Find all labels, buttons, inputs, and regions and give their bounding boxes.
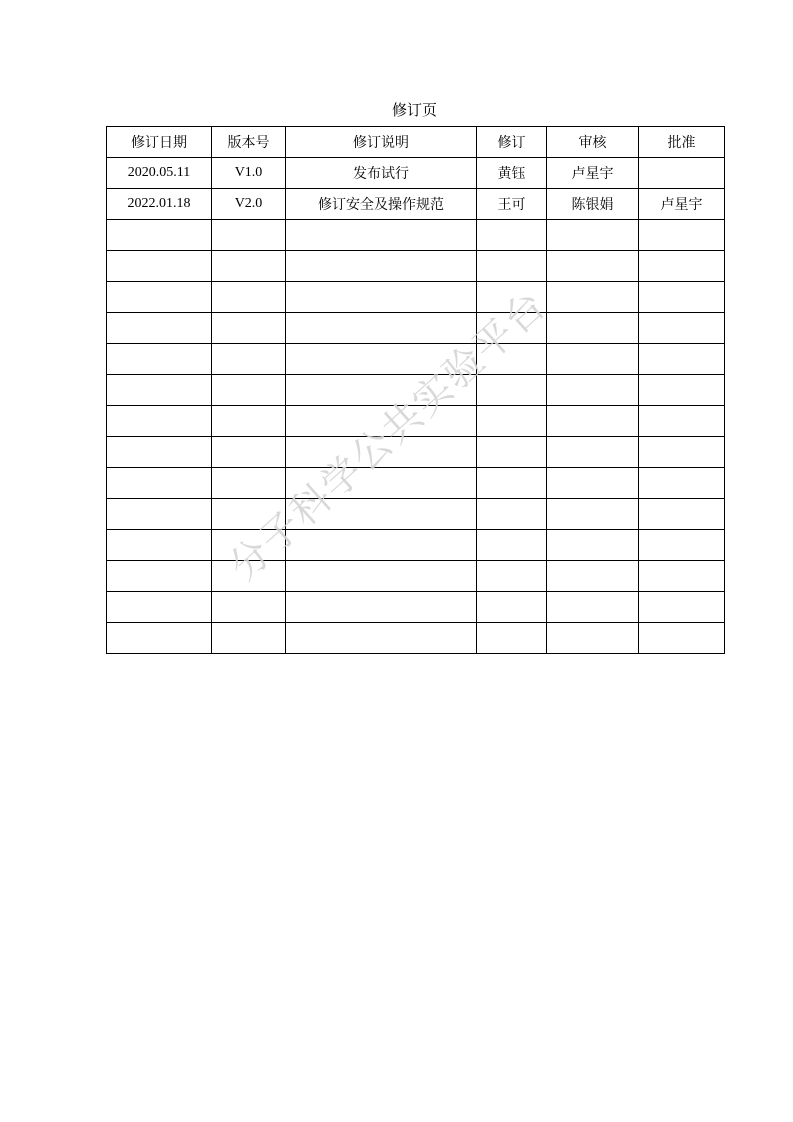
cell-reviser bbox=[477, 406, 547, 437]
table-row bbox=[107, 592, 725, 623]
cell-revision-date bbox=[107, 468, 212, 499]
cell-version bbox=[212, 530, 286, 561]
cell-reviewer bbox=[547, 344, 639, 375]
cell-reviser bbox=[477, 282, 547, 313]
table-header-row bbox=[107, 127, 725, 158]
cell-reviser bbox=[477, 344, 547, 375]
cell-revision-description bbox=[286, 282, 477, 313]
cell-approver bbox=[639, 220, 725, 251]
table-row bbox=[107, 499, 725, 530]
table-row bbox=[107, 623, 725, 654]
cell-revision-description bbox=[286, 406, 477, 437]
cell-version bbox=[212, 499, 286, 530]
cell-version bbox=[212, 344, 286, 375]
table-row bbox=[107, 468, 725, 499]
cell-revision-date: 2022.01.18 bbox=[107, 189, 212, 220]
cell-revision-date bbox=[107, 344, 212, 375]
cell-version bbox=[212, 623, 286, 654]
cell-reviewer: 陈银娟 bbox=[547, 189, 639, 220]
cell-reviser bbox=[477, 375, 547, 406]
table-row bbox=[107, 561, 725, 592]
cell-revision-description bbox=[286, 313, 477, 344]
cell-approver bbox=[639, 530, 725, 561]
cell-reviser bbox=[477, 623, 547, 654]
cell-reviser bbox=[477, 592, 547, 623]
cell-version bbox=[212, 375, 286, 406]
cell-approver bbox=[639, 561, 725, 592]
cell-revision-description bbox=[286, 592, 477, 623]
header-reviewer: 审核 bbox=[547, 127, 639, 158]
cell-version: V2.0 bbox=[212, 189, 286, 220]
cell-reviser bbox=[477, 530, 547, 561]
cell-approver bbox=[639, 313, 725, 344]
cell-revision-date bbox=[107, 282, 212, 313]
cell-version: V1.0 bbox=[212, 158, 286, 189]
cell-version bbox=[212, 592, 286, 623]
cell-revision-description bbox=[286, 468, 477, 499]
cell-approver bbox=[639, 251, 725, 282]
cell-reviewer bbox=[547, 251, 639, 282]
cell-reviewer bbox=[547, 530, 639, 561]
cell-reviewer bbox=[547, 375, 639, 406]
cell-reviewer bbox=[547, 313, 639, 344]
cell-approver bbox=[639, 158, 725, 189]
table-row bbox=[107, 437, 725, 468]
cell-revision-date bbox=[107, 313, 212, 344]
table-row bbox=[107, 313, 725, 344]
cell-reviewer bbox=[547, 282, 639, 313]
cell-version bbox=[212, 437, 286, 468]
header-version: 版本号 bbox=[212, 127, 286, 158]
cell-reviewer bbox=[547, 468, 639, 499]
cell-revision-date bbox=[107, 530, 212, 561]
cell-reviser bbox=[477, 313, 547, 344]
cell-reviewer: 卢星宇 bbox=[547, 158, 639, 189]
table-row bbox=[107, 530, 725, 561]
cell-version bbox=[212, 220, 286, 251]
cell-reviser bbox=[477, 499, 547, 530]
header-reviser: 修订 bbox=[477, 127, 547, 158]
cell-approver: 卢星宇 bbox=[639, 189, 725, 220]
table-row bbox=[107, 406, 725, 437]
table-body bbox=[107, 158, 725, 654]
cell-revision-description bbox=[286, 251, 477, 282]
table-row bbox=[107, 251, 725, 282]
cell-revision-date bbox=[107, 499, 212, 530]
table-row bbox=[107, 220, 725, 251]
cell-revision-description bbox=[286, 220, 477, 251]
cell-reviser: 黄钰 bbox=[477, 158, 547, 189]
header-revision-description: 修订说明 bbox=[286, 127, 477, 158]
table-row bbox=[107, 189, 725, 220]
cell-approver bbox=[639, 344, 725, 375]
cell-reviser bbox=[477, 220, 547, 251]
cell-revision-description bbox=[286, 530, 477, 561]
cell-reviewer bbox=[547, 561, 639, 592]
cell-approver bbox=[639, 375, 725, 406]
cell-revision-description bbox=[286, 623, 477, 654]
cell-revision-description bbox=[286, 375, 477, 406]
cell-revision-date bbox=[107, 220, 212, 251]
cell-approver bbox=[639, 468, 725, 499]
cell-revision-description bbox=[286, 437, 477, 468]
cell-version bbox=[212, 468, 286, 499]
cell-revision-description: 发布试行 bbox=[286, 158, 477, 189]
revision-table bbox=[106, 126, 725, 654]
cell-version bbox=[212, 251, 286, 282]
cell-revision-date bbox=[107, 437, 212, 468]
cell-reviser bbox=[477, 468, 547, 499]
cell-reviewer bbox=[547, 437, 639, 468]
cell-reviser bbox=[477, 251, 547, 282]
cell-reviewer bbox=[547, 220, 639, 251]
cell-reviewer bbox=[547, 406, 639, 437]
cell-reviser: 王可 bbox=[477, 189, 547, 220]
cell-revision-description bbox=[286, 499, 477, 530]
cell-approver bbox=[639, 623, 725, 654]
cell-reviser bbox=[477, 437, 547, 468]
page-title: 修订页 bbox=[391, 101, 437, 119]
cell-version bbox=[212, 282, 286, 313]
cell-approver bbox=[639, 282, 725, 313]
cell-revision-date bbox=[107, 592, 212, 623]
table-row bbox=[107, 158, 725, 189]
table-row bbox=[107, 282, 725, 313]
header-revision-date: 修订日期 bbox=[107, 127, 212, 158]
cell-revision-description bbox=[286, 344, 477, 375]
cell-revision-date bbox=[107, 561, 212, 592]
cell-revision-date bbox=[107, 406, 212, 437]
cell-revision-date bbox=[107, 375, 212, 406]
cell-approver bbox=[639, 406, 725, 437]
cell-revision-date bbox=[107, 623, 212, 654]
cell-version bbox=[212, 313, 286, 344]
cell-reviewer bbox=[547, 499, 639, 530]
cell-revision-description: 修订安全及操作规范 bbox=[286, 189, 477, 220]
cell-revision-date bbox=[107, 251, 212, 282]
watermark: 分子科学公共实验平台 bbox=[221, 282, 556, 591]
cell-reviser bbox=[477, 561, 547, 592]
cell-approver bbox=[639, 499, 725, 530]
cell-version bbox=[212, 561, 286, 592]
cell-approver bbox=[639, 592, 725, 623]
cell-reviewer bbox=[547, 623, 639, 654]
header-approver: 批准 bbox=[639, 127, 725, 158]
cell-revision-date: 2020.05.11 bbox=[107, 158, 212, 189]
table-row bbox=[107, 375, 725, 406]
cell-revision-description bbox=[286, 561, 477, 592]
cell-approver bbox=[639, 437, 725, 468]
table-row bbox=[107, 344, 725, 375]
cell-version bbox=[212, 406, 286, 437]
cell-reviewer bbox=[547, 592, 639, 623]
